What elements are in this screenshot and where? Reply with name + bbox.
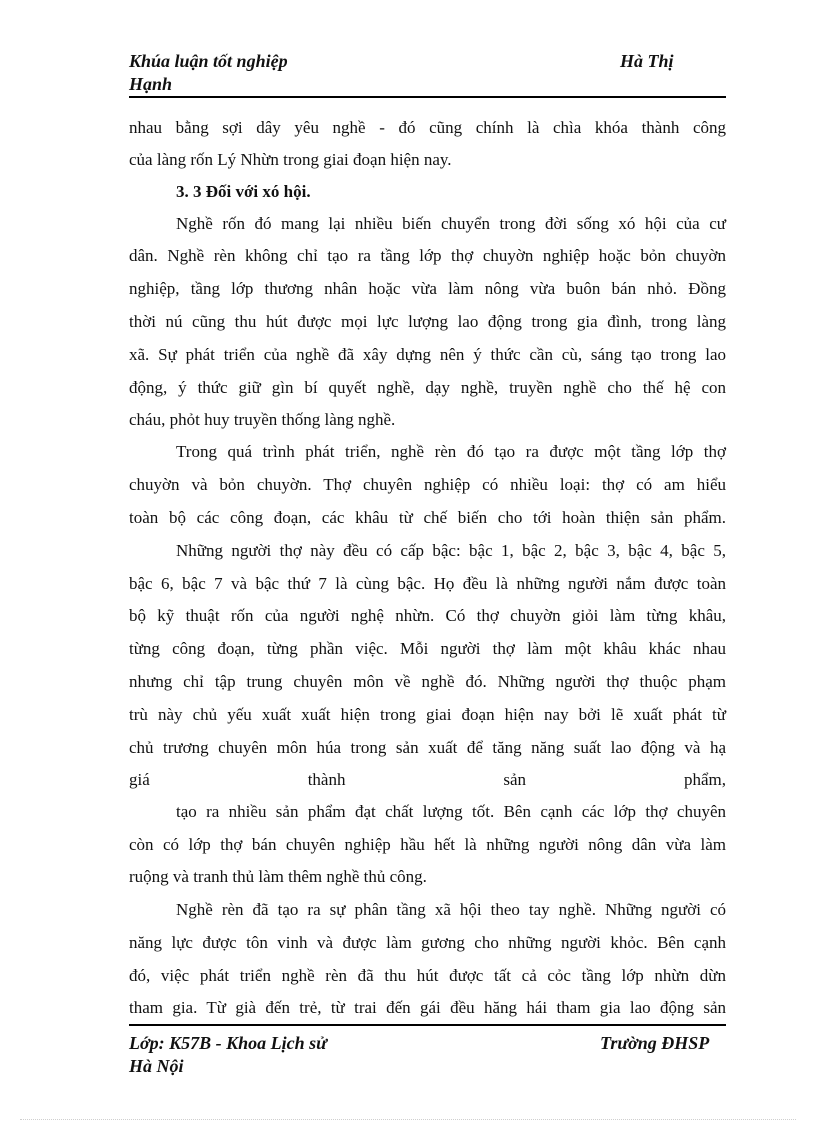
body-line: chủ trương chuyên môn húa trong sản xuất để tăng năng suất lao động và hạ — [129, 738, 726, 757]
body-line: Những người thợ này đều có cấp bậc: bậc 1, bậc 2, bậc 3, bậc 4, bậc 5, — [176, 541, 726, 560]
body-line: bậc 6, bậc 7 và bậc thứ 7 là cùng bậc. Họ đều là những người nắm được toàn — [129, 574, 726, 593]
header-author-name: Hà Thị — [620, 51, 674, 71]
body-line: toàn bộ các công đoạn, các khâu từ chế biến cho tới hoàn thiện sản phẩm. — [129, 508, 726, 527]
body-line: nghiệp, tầng lớp thương nhân hoặc vừa làm nông vừa buôn bán nhỏ. Đồng — [129, 279, 726, 298]
header-author-name-cont: Hạnh — [129, 74, 173, 94]
body-line: giá thành sản phẩm, — [129, 770, 726, 789]
body-line: nhưng chỉ tập trung chuyên môn về nghề đó. Những người thợ thuộc phạm — [129, 672, 726, 691]
body-line: chuyờn và bỏn chuyờn. Thợ chuyên nghiệp có nhiều loại: thợ có am hiểu — [129, 475, 726, 494]
footer-class: Lớp: K57B - Khoa Lịch sử — [129, 1033, 327, 1053]
body-line: nhau bằng sợi dây yêu nghề - đó cũng chính là chìa khóa thành công — [129, 118, 726, 137]
body-line: cháu, phỏt huy truyền thống làng nghề. — [129, 410, 396, 429]
footer-university: Trường ĐHSP — [600, 1033, 710, 1053]
body-line: Trong quá trình phát triển, nghề rèn đó tạo ra được một tầng lớp thợ — [176, 442, 726, 461]
body-line: bộ kỹ thuật rốn của người nghệ nhừn. Có thợ chuyờn giỏi làm từng khâu, — [129, 606, 726, 625]
body-line: từng công đoạn, từng phần việc. Mỗi người thợ làm một khâu khác nhau — [129, 639, 726, 658]
body-line: đó, việc phát triển nghề rèn đã thu hút được tất cả cỏc tầng lớp nhừn dừn — [129, 966, 726, 985]
body-line: tham gia. Từ già đến trẻ, từ trai đến gái đều hăng hái tham gia lao động sản — [129, 998, 726, 1017]
body-line: trù này chủ yếu xuất xuất hiện trong giai đoạn hiện nay bởi lẽ xuất phát từ — [129, 705, 726, 724]
page-header — [129, 50, 726, 98]
body-line: năng lực được tôn vinh và được làm gương cho những người khỏc. Bên cạnh — [129, 933, 726, 952]
body-line: dân. Nghề rèn không chỉ tạo ra tầng lớp thợ chuyờn nghiệp hoặc bỏn chuyờn — [129, 246, 726, 265]
body-line: thời nú cũng thu hút được mọi lực lượng lao động trong gia đình, trong làng — [129, 312, 726, 331]
section-heading: 3. 3 Đối với xó hội. — [176, 182, 311, 201]
body-line: còn có lớp thợ bán chuyên nghiệp hầu hết là những người nông dân vừa làm — [129, 835, 726, 854]
body-line: tạo ra nhiều sản phẩm đạt chất lượng tốt. Bên cạnh các lớp thợ chuyên — [176, 802, 726, 821]
body-line: Nghề rèn đã tạo ra sự phân tầng xã hội theo tay nghề. Những người có — [176, 900, 726, 919]
page-bottom-edge — [20, 1119, 796, 1120]
page-footer — [129, 1024, 726, 1076]
header-thesis-title: Khúa luận tốt nghiệp — [129, 51, 288, 71]
footer-class-cont: Hà Nội — [129, 1056, 184, 1076]
body-line: Nghề rốn đó mang lại nhiều biến chuyển trong đời sống xó hội của cư — [176, 214, 726, 233]
body-line: của làng rốn Lý Nhừn trong giai đoạn hiện nay. — [129, 150, 452, 169]
body-line: ruộng và tranh thủ làm thêm nghề thủ công. — [129, 867, 427, 886]
body-line: xã. Sự phát triển của nghề đã xây dựng nên ý thức cần cù, sáng tạo trong lao — [129, 345, 726, 364]
body-line: động, ý thức giữ gìn bí quyết nghề, dạy nghề, truyền nghề cho thế hệ con — [129, 378, 726, 397]
